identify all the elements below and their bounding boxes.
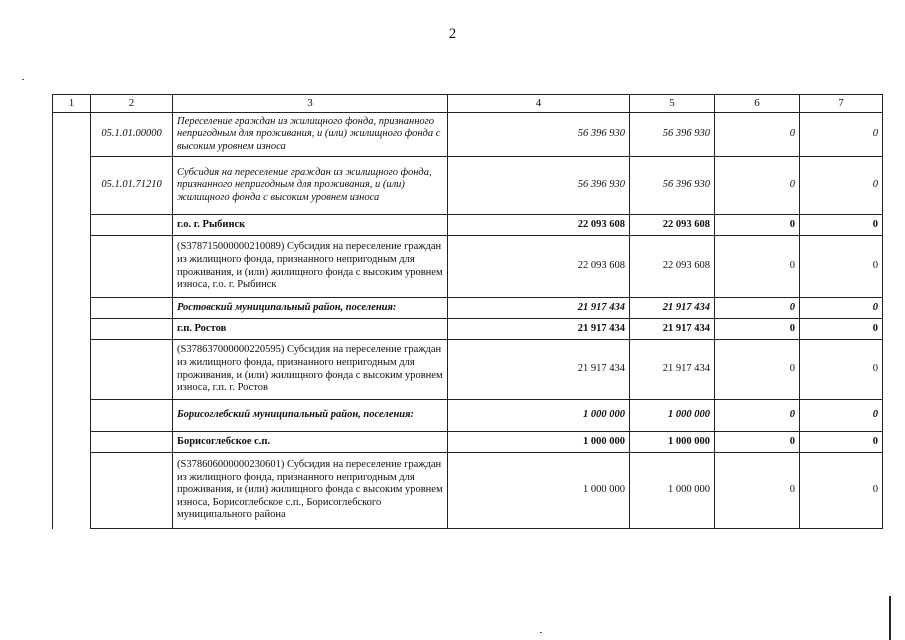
table-row [53,319,883,340]
row-description: (S378606000000230601) Субсидия на переселение граждан из жилищного фонда, признанного непригодным для проживания, и (или) жилищного фонда с высоким уровнем износа, Борисоглебское с.п., Борисоглебского муниципального района [173,453,448,529]
column-header: 3 [173,95,448,113]
row-value-col4: 21 917 434 [448,319,630,340]
row-value-col5: 22 093 608 [630,236,715,298]
row-code [91,340,173,400]
row-value-col6: 0 [715,319,800,340]
table-row [53,215,883,236]
row-value-col7: 0 [800,319,883,340]
row-value-col6: 0 [715,298,800,319]
table-row [53,453,883,529]
row-description: Субсидия на переселение граждан из жилищного фонда, признанного непригодным для проживания, и (или) жилищного фонда с высоким уровнем износа [173,157,448,215]
table-row [53,432,883,453]
column-header: 7 [800,95,883,113]
row-index-cell [53,215,91,236]
row-value-col5: 1 000 000 [630,432,715,453]
row-value-col4: 1 000 000 [448,432,630,453]
row-value-col6: 0 [715,215,800,236]
column-header: 2 [91,95,173,113]
row-code [91,298,173,319]
row-value-col6: 0 [715,157,800,215]
row-value-col5: 56 396 930 [630,113,715,157]
column-header: 5 [630,95,715,113]
row-index-cell [53,113,91,157]
row-index-cell [53,432,91,453]
row-value-col7: 0 [800,453,883,529]
row-index-cell [53,340,91,400]
row-value-col7: 0 [800,236,883,298]
scan-speck [22,79,24,80]
row-value-col6: 0 [715,400,800,432]
table-row [53,157,883,215]
row-description: Ростовский муниципальный район, поселения: [173,298,448,319]
row-value-col4: 21 917 434 [448,298,630,319]
row-value-col5: 21 917 434 [630,340,715,400]
margin-line [889,596,891,640]
row-code [91,453,173,529]
row-value-col4: 1 000 000 [448,453,630,529]
row-value-col4: 21 917 434 [448,340,630,400]
row-description: (S378715000000210089) Субсидия на переселение граждан из жилищного фонда, признанного непригодным для проживания, и (или) жилищного фонда с высоким уровнем износа, г.о. г. Рыбинск [173,236,448,298]
table-header-row [53,95,883,113]
row-value-col4: 56 396 930 [448,157,630,215]
row-value-col7: 0 [800,215,883,236]
row-value-col7: 0 [800,113,883,157]
row-index-cell [53,453,91,529]
row-value-col5: 56 396 930 [630,157,715,215]
row-code [91,319,173,340]
table-row [53,400,883,432]
row-value-col5: 21 917 434 [630,298,715,319]
row-value-col7: 0 [800,298,883,319]
row-code: 05.1.01.71210 [91,157,173,215]
table-row [53,236,883,298]
row-index-cell [53,400,91,432]
row-index-cell [53,298,91,319]
row-index-cell [53,236,91,298]
row-description: (S378637000000220595) Субсидия на переселение граждан из жилищного фонда, признанного непригодным для проживания, и (или) жилищного фонда с высоким уровнем износа, г.п. г. Ростов [173,340,448,400]
row-description: Борисоглебское с.п. [173,432,448,453]
row-code [91,215,173,236]
row-value-col7: 0 [800,157,883,215]
table-row [53,298,883,319]
row-index-cell [53,157,91,215]
row-value-col5: 21 917 434 [630,319,715,340]
row-code [91,432,173,453]
row-value-col4: 56 396 930 [448,113,630,157]
row-value-col4: 22 093 608 [448,236,630,298]
table-row [53,113,883,157]
column-header: 4 [448,95,630,113]
row-description: г.п. Ростов [173,319,448,340]
row-description: Борисоглебский муниципальный район, поселения: [173,400,448,432]
budget-table [52,94,883,529]
row-code: 05.1.01.00000 [91,113,173,157]
row-value-col7: 0 [800,432,883,453]
row-value-col6: 0 [715,432,800,453]
row-value-col6: 0 [715,113,800,157]
row-value-col4: 22 093 608 [448,215,630,236]
row-value-col6: 0 [715,236,800,298]
row-value-col6: 0 [715,453,800,529]
page-number: 2 [448,26,457,42]
row-value-col7: 0 [800,400,883,432]
row-description: Переселение граждан из жилищного фонда, признанного непригодным для проживания, и (или) жилищного фонда с высоким уровнем износа [173,113,448,157]
row-code [91,400,173,432]
row-value-col5: 1 000 000 [630,400,715,432]
row-code [91,236,173,298]
scan-speck [540,632,542,633]
row-index-cell [53,319,91,340]
row-description: г.о. г. Рыбинск [173,215,448,236]
table-row [53,340,883,400]
column-header: 6 [715,95,800,113]
column-header: 1 [53,95,91,113]
row-value-col4: 1 000 000 [448,400,630,432]
row-value-col5: 22 093 608 [630,215,715,236]
row-value-col7: 0 [800,340,883,400]
row-value-col5: 1 000 000 [630,453,715,529]
row-value-col6: 0 [715,340,800,400]
